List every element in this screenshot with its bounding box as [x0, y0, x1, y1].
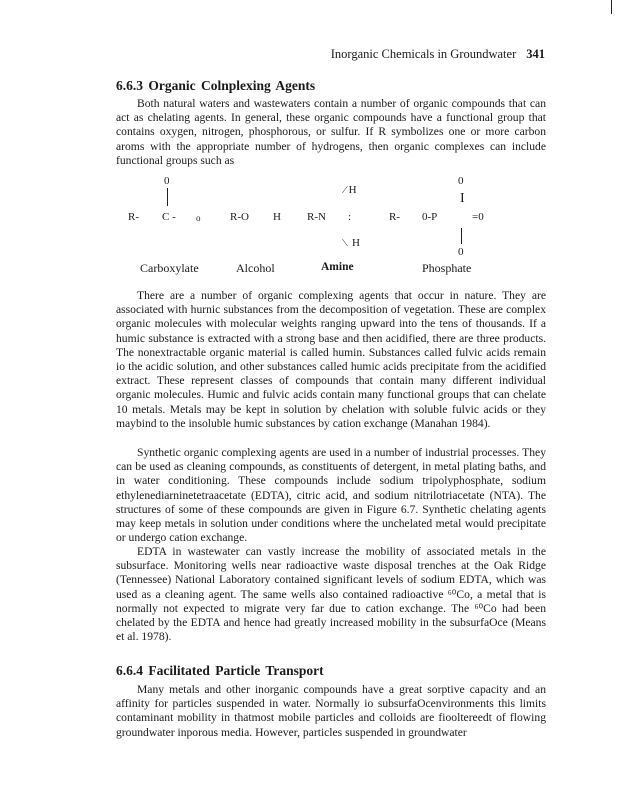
section-heading-6-6-4: 6.6.4 Facilitated Particle Transport: [116, 663, 324, 678]
paragraph-chelating-agents: Both natural waters and wastewaters contain a number of organic compounds that can act as chelating agents. In general, these organic compounds have a functional group that contains oxygen, nitrogen, phosphorous, or sulfur. If R symbolizes one or more carbon aroms with the appropriate number of hydrogens, then organic complexes can include functional groups such as: [116, 97, 546, 167]
carboxylate-top-oxygen: 0: [164, 175, 170, 187]
amine-label: Amine: [321, 261, 354, 273]
phosphate-r: R-: [389, 211, 400, 223]
phosphate-bottom-oxygen: 0: [458, 246, 464, 258]
page-number: 341: [526, 47, 545, 61]
functional-groups-figure: [116, 170, 546, 280]
amine-rn: R-N: [307, 211, 326, 223]
carboxylate-c: C -: [162, 211, 176, 223]
alcohol-h: H: [273, 211, 281, 223]
running-head-title: Inorganic Chemicals in Groundwater: [330, 47, 517, 61]
paragraph-humic-substances: There are a number of organic complexing agents that occur in nature. They are associated with hurnic substances from the decomposition of vegetation. These are complex organic molecules with molecular weights ranging upward into the tens of thousands. If a humic substance is extracted with a strong base and then acidified, there are three products. The nonextractable organic material is called humin. Substances called fulvic acids remain io the acidic solution, and other substances called humic acids precipitate from the acidified extract. These represent classes of compounds that contain many different individual organic molecules. Humic and fulvic acids contain many functional groups that can chelate 10 metals. Metals may be kept in solution by chelation with soluble fulvic acids or they maybind to the insoluble humic substances by cation exchange (Manahan 1984).: [116, 289, 546, 430]
phosphate-label: Phosphate: [422, 261, 472, 275]
alcohol-label: Alcohol: [236, 261, 275, 275]
section-heading-6-6-3: 6.6.3 Organic Colnplexing Agents: [116, 78, 316, 93]
paragraph-particle-transport: Many metals and other inorganic compounds have a great sorptive capacity and an affinity for particles suspended in water. Normally io subsurfaOcenvironments this limits contaminant mobility in thatmost mobile particles and colloids are fiooltereedt of flowing groundwater inporous media. However, particles suspended in groundwater: [116, 683, 546, 739]
carboxylate-label: Carboxylate: [140, 261, 199, 275]
carboxylate-r: R-: [128, 211, 139, 223]
running-head: [0, 47, 545, 62]
alcohol-ro: R-O: [230, 211, 249, 223]
phosphate-lower-bond: [461, 228, 462, 244]
paragraph-edta: EDTA in wastewater can vastly increase the mobility of associated metals in the subsurface. Monitoring wells near radioactive waste disposal trenches at the Oak Ridge (Tennessee) National Laboratory contained significant levels of sodium EDTA, which was used as a cleaning agent. The same wells also contained radioactive ⁶⁰Co, a metal that is normally not expected to migrate very far due to cation exchange. The ⁶⁰Co had been chelated by the EDTA and hence had greatly increased mobility in the subsurfaOce (Means et al. 1978).: [116, 545, 546, 644]
phosphate-eq-o: =0: [472, 211, 484, 223]
phosphate-top-oxygen: 0: [458, 175, 464, 187]
carboxylate-double-bond: [167, 188, 168, 206]
amine-h-upper: ⁄ H: [344, 184, 357, 196]
phosphate-op: 0-P: [422, 211, 438, 223]
amine-h-lower-bond: ⁄: [344, 237, 346, 249]
amine-h-lower: H: [352, 237, 360, 249]
carboxylate-o: o: [196, 213, 201, 223]
phosphate-upper-bond: I: [460, 191, 465, 206]
page-border-line: [611, 0, 612, 14]
amine-lone-pair: :: [348, 211, 352, 223]
paragraph-synthetic-agents: Synthetic organic complexing agents are used in a number of industrial processes. They can be used as cleaning compounds, as constituents of detergent, in metal plating baths, and in water conditioning. These compounds include sodium tripolyphosphate, sodium ethylenediarninetetraacetate (EDTA), citric acid, and sodium nitrilotriacetate (NTA). The structures of some of these compounds are given in Figure 6.7. Synthetic chelating agents may keep metals in solution under conditions where the unchelated metal would precipitate or undergo cation exchange.: [116, 446, 546, 545]
